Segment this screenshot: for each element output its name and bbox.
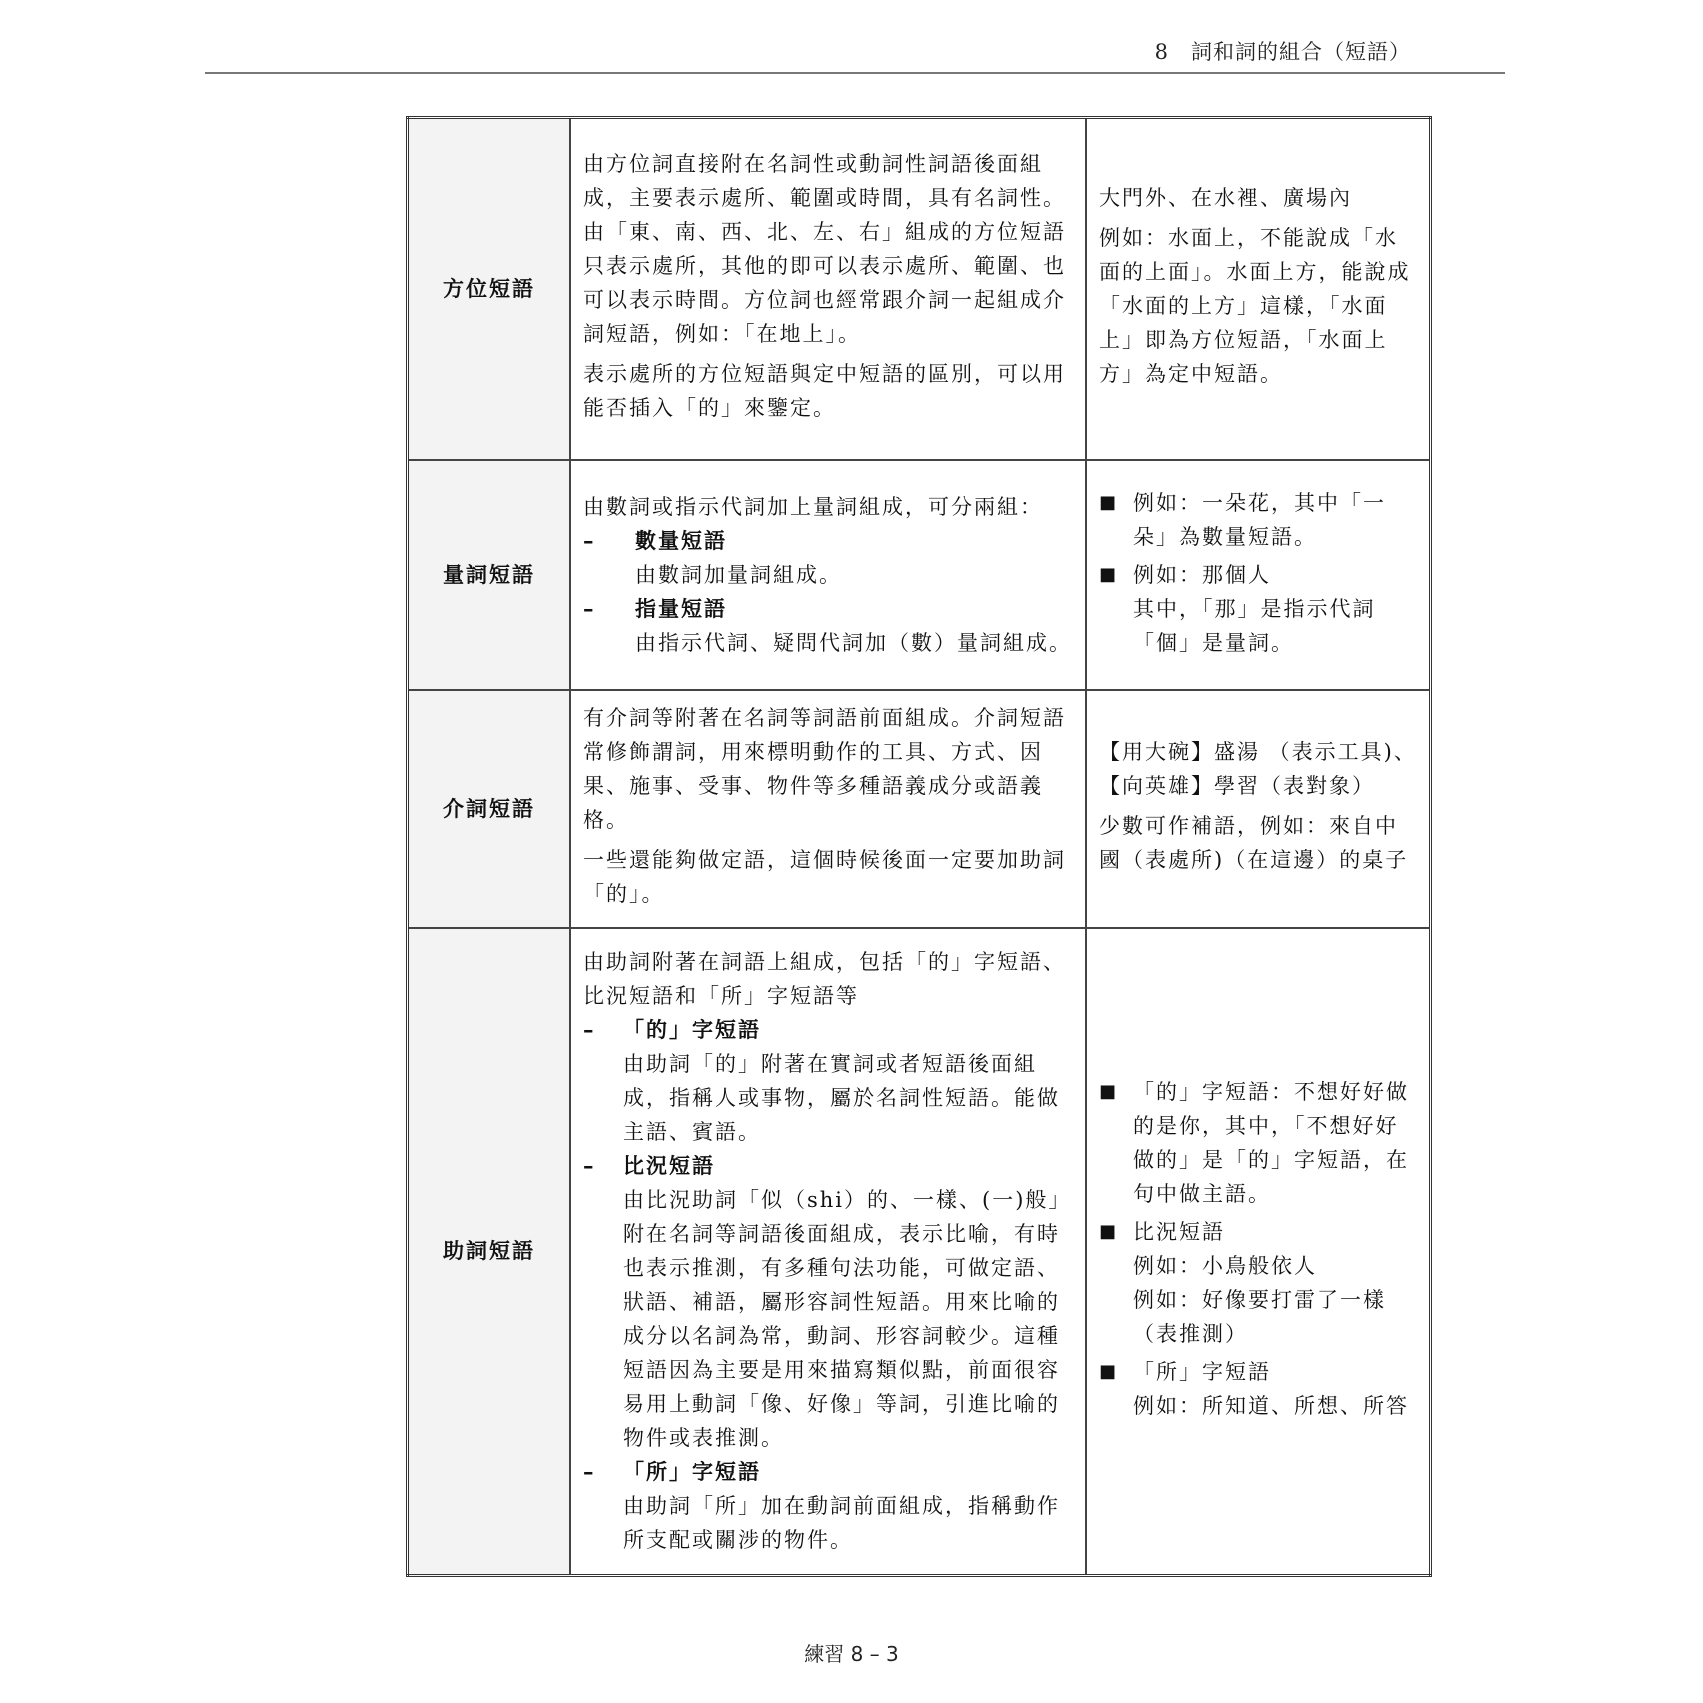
header-title bbox=[1155, 36, 1411, 66]
item-text: 由比況助詞「似（shi）的、一樣、(一)般」附在名詞等詞語後面組成，表示比喻，有時也表示推測，有多種句法功能，可做定語、狀語、補語，屬形容詞性短語。用來比喻的成分以名詞為常，動詞、形容詞較少。這種短語因為主要是用來描寫類似點，前面很容易用上動詞「像、好像」等詞，引進比喻的物件或表推測。 bbox=[623, 1188, 1072, 1451]
row-label: 量詞短語 bbox=[408, 460, 571, 690]
dash-marker: – bbox=[583, 527, 596, 553]
list-item bbox=[583, 1149, 1073, 1455]
row-label: 介詞短語 bbox=[408, 690, 571, 928]
desc-intro: 由助詞附著在詞語上組成，包括「的」字短語、比況短語和「所」字短語等 bbox=[583, 950, 1066, 1009]
bullet-text: 例如：那個人 bbox=[1133, 562, 1271, 587]
bullet-text: 例如：小鳥般依人 bbox=[1133, 1254, 1317, 1279]
item-title: 「的」字短語 bbox=[623, 1017, 761, 1043]
row-description bbox=[570, 928, 1086, 1576]
example-paragraph: 少數可作補語，例如：來自中國（表處所)（在這邊）的桌子 bbox=[1099, 813, 1409, 872]
dash-marker: – bbox=[583, 1017, 596, 1043]
row-example bbox=[1086, 928, 1431, 1576]
bullet-title: 比況短語 bbox=[1133, 1220, 1225, 1245]
desc-paragraph: 表示處所的方位短語與定中短語的區別，可以用能否插入「的」來鑒定。 bbox=[583, 361, 1066, 420]
bullet-icon: ■ bbox=[1099, 491, 1119, 513]
table-row bbox=[408, 928, 1431, 1576]
list-item bbox=[1099, 1075, 1417, 1211]
page-header bbox=[205, 34, 1505, 74]
item-title: 「所」字短語 bbox=[623, 1459, 761, 1485]
example-paragraph: 【用大碗】盛湯 （表示工具)、【向英雄】學習（表對象） bbox=[1099, 739, 1417, 798]
table-row bbox=[408, 118, 1431, 460]
desc-paragraph: 有介詞等附著在名詞等詞語前面組成。介詞短語常修飾謂詞，用來標明動作的工具、方式、因果、施事、受事、物件等多種語義成分或語義格。 bbox=[583, 705, 1066, 832]
row-example bbox=[1086, 690, 1431, 928]
list-item bbox=[583, 524, 1073, 592]
dash-marker: – bbox=[583, 595, 596, 621]
bullet-icon: ■ bbox=[1099, 1361, 1119, 1383]
bullet-text: 「的」字短語：不想好好做的是你，其中，「不想好好做的」是「的」字短語，在句中做主語。 bbox=[1133, 1080, 1409, 1207]
row-label: 方位短語 bbox=[408, 118, 571, 460]
list-item bbox=[1099, 1215, 1417, 1351]
desc-intro: 由數詞或指示代詞加上量詞組成，可分兩組： bbox=[583, 494, 1043, 519]
example-paragraph: 例如：水面上，不能說成「水面的上面」。水面上方，能說成 「水面的上方」這樣，「水面上」即為方位短語，「水面上方」為定中短語。 bbox=[1099, 225, 1411, 386]
table-row bbox=[408, 690, 1431, 928]
row-description bbox=[570, 460, 1086, 690]
item-title: 比況短語 bbox=[623, 1153, 715, 1179]
row-example bbox=[1086, 118, 1431, 460]
example-paragraph: 大門外、在水裡、廣場內 bbox=[1099, 185, 1352, 210]
list-item bbox=[583, 592, 1073, 660]
chapter-number: 8 bbox=[1154, 40, 1169, 64]
row-description bbox=[570, 118, 1086, 460]
item-title: 指量短語 bbox=[635, 595, 727, 621]
bullet-icon: ■ bbox=[1099, 1081, 1119, 1103]
item-title: 數量短語 bbox=[635, 527, 727, 553]
page-footer: 練習 8 – 3 bbox=[804, 1642, 899, 1666]
dash-marker: – bbox=[583, 1153, 596, 1179]
list-item bbox=[583, 1013, 1073, 1149]
bullet-text: 例如：所知道、所想、所答 bbox=[1133, 1394, 1409, 1419]
bullet-text: 例如：好像要打雷了一樣（表推測） bbox=[1133, 1288, 1386, 1347]
item-text: 由數詞加量詞組成。 bbox=[635, 562, 842, 587]
list-item bbox=[583, 1455, 1073, 1557]
bullet-title: 「所」字短語 bbox=[1133, 1360, 1271, 1385]
row-example bbox=[1086, 460, 1431, 690]
list-item bbox=[1099, 486, 1417, 554]
desc-paragraph: 由方位詞直接附在名詞性或動詞性詞語後面組成，主要表示處所、範圍或時間，具有名詞性。由「東、南、西、北、左、右」組成的方位短語只表示處所，其他的即可以表示處所、範圍、也可以表示時間。方位詞也經常跟介詞一起組成介詞短語，例如：「在地上」。 bbox=[583, 151, 1066, 346]
bullet-icon: ■ bbox=[1099, 563, 1119, 585]
chapter-title: 詞和詞的組合（短語） bbox=[1191, 40, 1411, 64]
row-description bbox=[570, 690, 1086, 928]
phrase-types-table bbox=[406, 116, 1432, 1577]
item-text: 由助詞「的」附著在實詞或者短語後面組成，指稱人或事物，屬於名詞性短語。能做主語、賓語。 bbox=[623, 1052, 1060, 1145]
item-text: 由助詞「所」加在動詞前面組成，指稱動作所支配或關涉的物件。 bbox=[623, 1494, 1060, 1553]
dash-marker: – bbox=[583, 1459, 596, 1485]
bullet-text: 例如：一朵花，其中「一朵」為數量短語。 bbox=[1133, 490, 1386, 549]
bullet-icon: ■ bbox=[1099, 1221, 1119, 1243]
desc-paragraph: 一些還能夠做定語，這個時候後面一定要加助詞「的」。 bbox=[583, 847, 1066, 906]
row-label: 助詞短語 bbox=[408, 928, 571, 1576]
list-item bbox=[1099, 1355, 1417, 1423]
list-item bbox=[1099, 558, 1417, 660]
item-text: 由指示代詞、疑問代詞加（數）量詞組成。 bbox=[635, 630, 1072, 655]
bullet-text: 其中，「那」是指示代詞「個」是量詞。 bbox=[1133, 596, 1376, 655]
table-row bbox=[408, 460, 1431, 690]
